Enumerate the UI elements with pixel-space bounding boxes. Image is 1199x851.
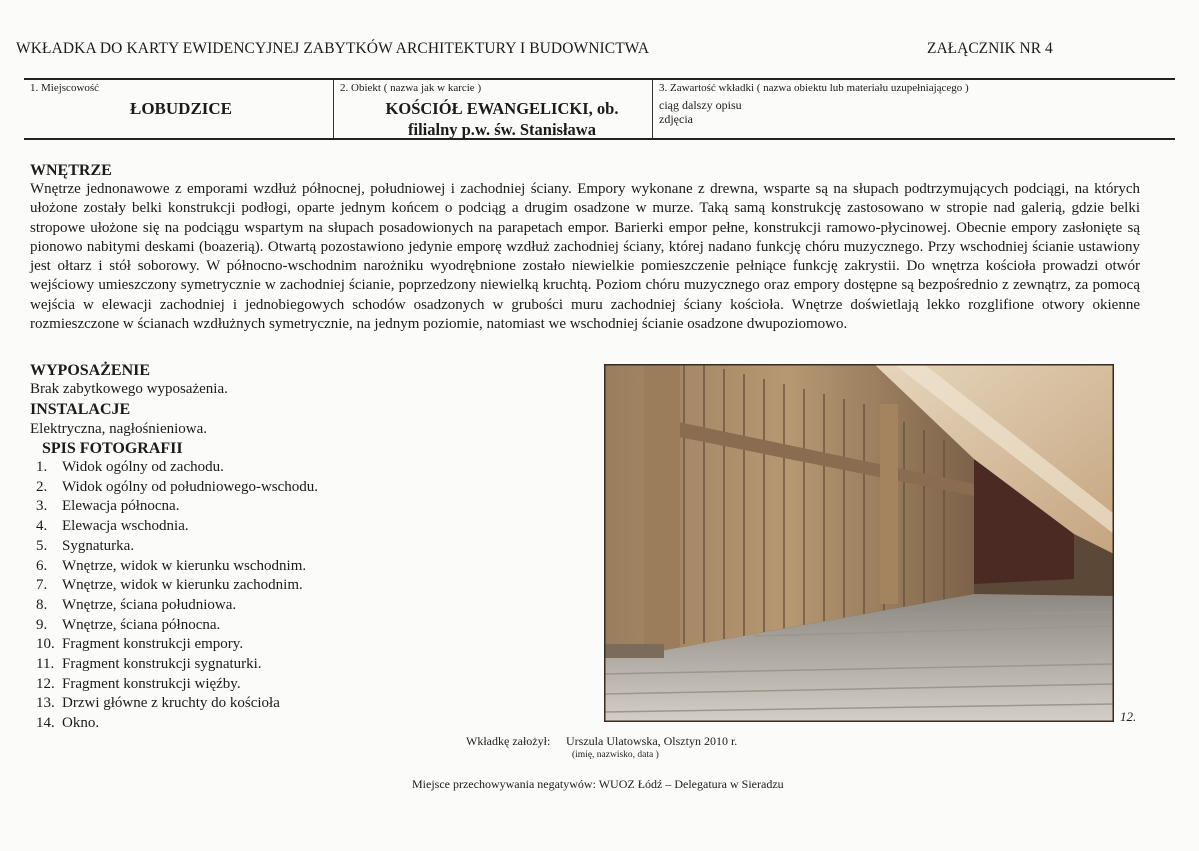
object-value-line-2: filialny p.w. św. Stanisława [408, 120, 596, 139]
list-item-label: Wnętrze, widok w kierunku zachodnim. [62, 577, 303, 594]
installations-heading: INSTALACJE [30, 401, 131, 418]
object-value [356, 98, 648, 140]
list-item-number: 3. [36, 498, 48, 515]
list-item-label: Sygnaturka. [62, 537, 135, 554]
list-item [36, 714, 318, 734]
list-item-number: 11. [36, 656, 55, 673]
interior-photo-illustration [604, 364, 1114, 722]
footer-negatives-storage: Miejsce przechowywania negatywów: WUOZ Łódź – Delegatura w Sieradzu [412, 777, 784, 791]
list-item-label: Fragment konstrukcji sygnaturki. [62, 656, 262, 673]
footer-author-label: Wkładkę założył: [466, 734, 551, 748]
list-item-number: 13. [36, 695, 55, 712]
list-item [36, 635, 318, 655]
place-value: ŁOBUDZICE [130, 99, 233, 118]
list-item-label: Drzwi główne z kruchty do kościoła [62, 695, 280, 712]
list-item-number: 8. [36, 596, 48, 613]
list-item [36, 517, 318, 537]
contents-label: 3. Zawartość wkładki ( nazwa obiektu lub materiału uzupełniającego ) [659, 82, 969, 94]
list-item-label: Wnętrze, widok w kierunku wschodnim. [62, 557, 307, 574]
list-item [36, 596, 318, 616]
list-item-label: Wnętrze, ściana południowa. [62, 596, 237, 613]
photo-list-heading: SPIS FOTOGRAFII [42, 440, 183, 457]
list-item-label: Fragment konstrukcji empory. [62, 636, 244, 653]
equipment-text: Brak zabytkowego wyposażenia. [30, 381, 228, 397]
list-item [36, 537, 318, 557]
list-item [36, 675, 318, 695]
list-item-number: 10. [36, 636, 55, 653]
list-item-number: 5. [36, 537, 48, 554]
contents-values [659, 98, 742, 126]
list-item [36, 576, 318, 596]
list-item-label: Fragment konstrukcji więźby. [62, 675, 241, 692]
column-separator-2 [652, 80, 653, 138]
object-label: 2. Obiekt ( nazwa jak w karcie ) [340, 82, 482, 94]
column-separator-1 [333, 80, 334, 138]
list-item-label: Elewacja wschodnia. [62, 518, 189, 535]
annex-label: ZAŁĄCZNIK NR 4 [927, 40, 1053, 57]
list-item [36, 655, 318, 675]
list-item-number: 6. [36, 557, 48, 574]
interior-description: Wnętrze jednonawowe z emporami wzdłuż północnej, południowej i zachodniej ściany. Empory wykonane z drewna, wsparte są na słupach podtrzymujących podciągi, na których ułożone zostały belki konstrukcji podłogi, oparte jednym końcem o podciąg a drugim osadzone w murze. Taką samą konstrukcję zastosowano w stropie nad galerią, gdzie belki stropowe ułożone się na podciągu wspartym na słupach posadowionych na parapetach empor. Barierki empor pełne, konstrukcji ramowo-płycinowej. Obecnie empory zasłonięte są pionowo nabitymi deskami (boazerią). Otwartą pozostawiono jedynie emporę wzdłuż zachodniej ściany, której nadano funkcję chóru muzycznego. Przy wschodniej ścianie ustawiony jest ołtarz i stół soborowy. W północno-wschodnim narożniku wyodrębnione zostało niewielkie pomieszczenie pełniące funkcję zakrystii. Do wnętrza kościoła prowadzi otwór wejściowy umieszczony symetrycznie w zachodniej ścianie, poprzedzony niewielką kruchtą. Poziom chóru muzycznego oraz empory dostępne są bezpośrednio z zewnątrz, za pomocą wejścia w elewacji zachodniej i jednobiegowych schodów osadzonych w grubości muru zachodniej ściany kościoła. Wnętrze doświetlają lekko rozglifione otwory okienne rozmieszczone w ścianach wzdłużnych symetrycznie, na jednym poziomie, natomiast we wschodniej ścianie osadzone dwupoziomowo. [30, 181, 1140, 333]
list-item-number: 7. [36, 577, 48, 594]
list-item [36, 694, 318, 714]
equipment-heading: WYPOSAŻENIE [30, 362, 151, 379]
footer-author-hint: (imię, nazwisko, data ) [572, 750, 659, 760]
list-item [36, 497, 318, 517]
list-item-number: 2. [36, 478, 48, 495]
installations-text: Elektryczna, nagłośnieniowa. [30, 421, 208, 437]
contents-line-2: zdjęcia [659, 112, 693, 126]
page-title: WKŁADKA DO KARTY EWIDENCYJNEJ ZABYTKÓW ARCHITEKTURY I BUDOWNICTWA [16, 40, 650, 57]
list-item-label: Widok ogólny od południowego-wschodu. [62, 478, 319, 495]
header-rule-top [24, 78, 1175, 80]
list-item-label: Wnętrze, ściana północna. [62, 616, 221, 633]
list-item [36, 478, 318, 498]
photo-list [36, 458, 318, 734]
list-item [36, 458, 318, 478]
list-item-number: 14. [36, 715, 55, 732]
interior-heading: WNĘTRZE [30, 162, 112, 179]
object-value-line-1: KOŚCIÓŁ EWANGELICKI, ob. [385, 99, 619, 118]
contents-line-1: ciąg dalszy opisu [659, 98, 742, 112]
list-item-label: Widok ogólny od zachodu. [62, 459, 224, 475]
list-item-number: 9. [36, 616, 48, 633]
list-item [36, 557, 318, 577]
interior-photo [604, 364, 1114, 722]
photo-number: 12. [1120, 709, 1137, 724]
place-label: 1. Miejscowość [30, 82, 100, 94]
list-item-number: 12. [36, 675, 55, 692]
list-item-label: Okno. [62, 715, 100, 732]
list-item-label: Elewacja północna. [62, 498, 180, 515]
footer-author-value: Urszula Ulatowska, Olsztyn 2010 r. [566, 734, 738, 748]
list-item-number: 4. [36, 518, 48, 535]
list-item [36, 616, 318, 636]
list-item-number: 1. [36, 459, 48, 475]
